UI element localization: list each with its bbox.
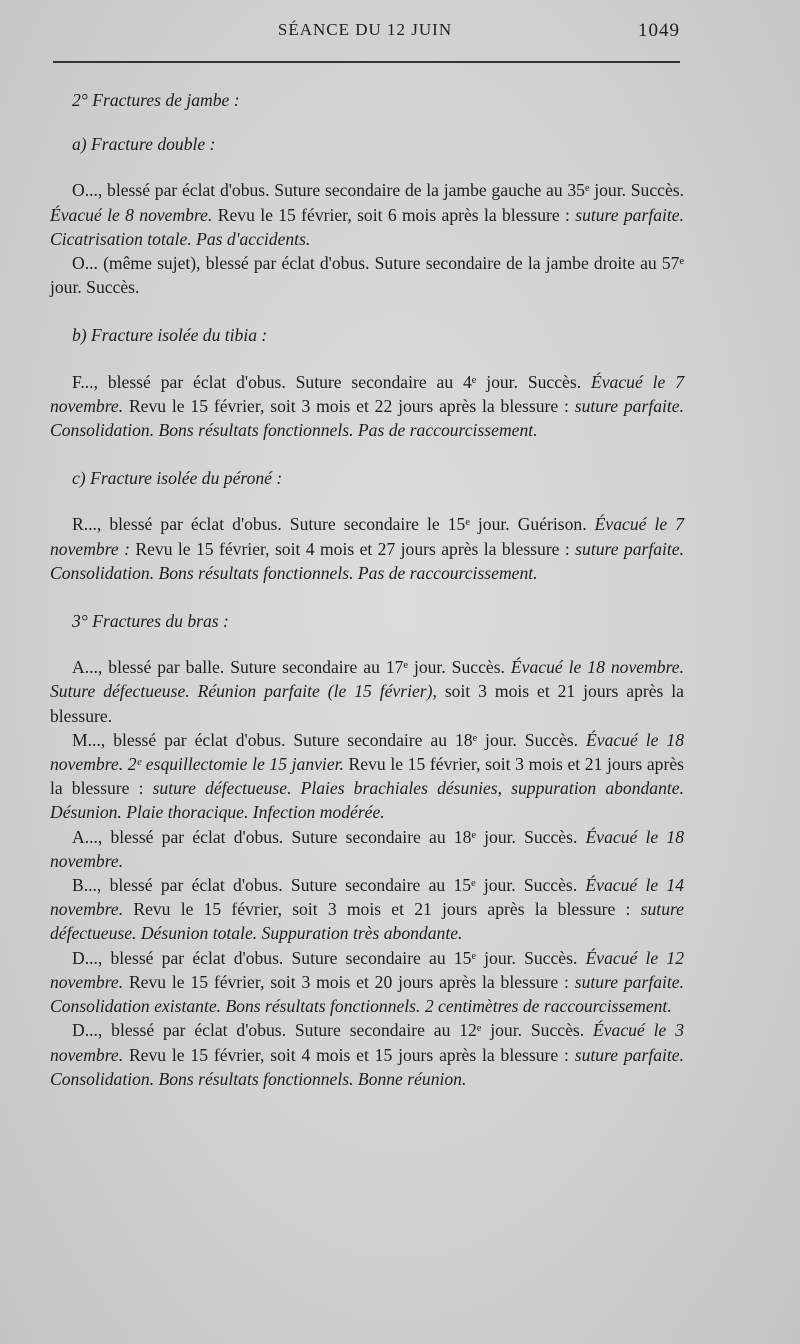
document-body bbox=[50, 88, 684, 1091]
case-paragraph: F..., blessé par éclat d'obus. Suture secondaire au 4ᵉ jour. Succès. Évacué le 7 novembre. Revu le 15 février, soit 3 mois et 22 jours après la blessure : suture parfaite. Consolidation. Bons résultats fonctionnels. Pas de raccourcissement. bbox=[50, 371, 684, 441]
case-paragraph: R..., blessé par éclat d'obus. Suture secondaire le 15ᵉ jour. Guérison. Évacué le 7 novembre : Revu le 15 février, soit 4 mois et 27 jours après la blessure : suture parfaite. Consolidation. Bons résultats fonctionnels. Pas de raccourcissement. bbox=[50, 514, 685, 583]
case-paragraph: D..., blessé par éclat d'obus. Suture secondaire au 15ᵉ jour. Succès. Évacué le 12 novembre. Revu le 15 février, soit 3 mois et 20 jours après la blessure : suture parfaite. Consolidation existante. Bons résultats fonctionnels. 2 centimètres de raccourcissement. bbox=[50, 947, 685, 1017]
case-paragraph: B..., blessé par éclat d'obus. Suture secondaire au 15ᵉ jour. Succès. Évacué le 14 novembre. Revu le 15 février, soit 3 mois et 21 jours après la blessure : suture défectueuse. Désunion totale. Suppuration très abondante. bbox=[50, 875, 684, 944]
case-paragraph: M..., blessé par éclat d'obus. Suture secondaire au 18ᵉ jour. Succès. Évacué le 18 novembre. 2ᵉ esquillectomie le 15 janvier. Revu le 15 février, soit 3 mois et 21 jours après la blessure : suture défectueuse. Plaies brachiales désunies, suppuration abondante. Désunion. Plaie thoracique. Infection modérée. bbox=[50, 729, 685, 823]
case-paragraph: D..., blessé par éclat d'obus. Suture secondaire au 12ᵉ jour. Succès. Évacué le 3 novembre. Revu le 15 février, soit 4 mois et 15 jours après la blessure : suture parfaite. Consolidation. Bons résultats fonctionnels. Bonne réunion. bbox=[50, 1020, 684, 1089]
page-header bbox=[50, 18, 680, 46]
section-heading-arm-fractures: 3° Fractures du bras : bbox=[72, 611, 229, 632]
subheading-fibula-fracture: c) Fracture isolée du péroné : bbox=[72, 468, 283, 489]
case-paragraph: A..., blessé par éclat d'obus. Suture secondaire au 18ᵉ jour. Succès. Évacué le 18 novembre. bbox=[50, 826, 685, 871]
running-title: SÉANCE DU 12 JUIN bbox=[277, 20, 453, 39]
case-paragraph: O... (même sujet), blessé par éclat d'obus. Suture secondaire de la jambe droite au 57ᵉ jour. Succès. bbox=[50, 253, 684, 298]
subheading-tibia-fracture: b) Fracture isolée du tibia : bbox=[72, 325, 268, 346]
page-number: 1049 bbox=[638, 20, 680, 41]
section-heading-leg-fractures: 2° Fractures de jambe : bbox=[72, 90, 240, 110]
header-rule bbox=[53, 61, 680, 63]
case-paragraph: O..., blessé par éclat d'obus. Suture secondaire de la jambe gauche au 35ᵉ jour. Succès. Évacué le 8 novembre. Revu le 15 février, soit 6 mois après la blessure : suture parfaite. Cicatrisation totale. Pas d'accidents. bbox=[50, 180, 684, 249]
case-paragraph: A..., blessé par balle. Suture secondaire au 17ᵉ jour. Succès. Évacué le 18 novembre. Suture défectueuse. Réunion parfaite (le 15 février), soit 3 mois et 21 jours après la blessure. bbox=[50, 657, 684, 726]
subheading-double-fracture: a) Fracture double : bbox=[72, 134, 216, 155]
